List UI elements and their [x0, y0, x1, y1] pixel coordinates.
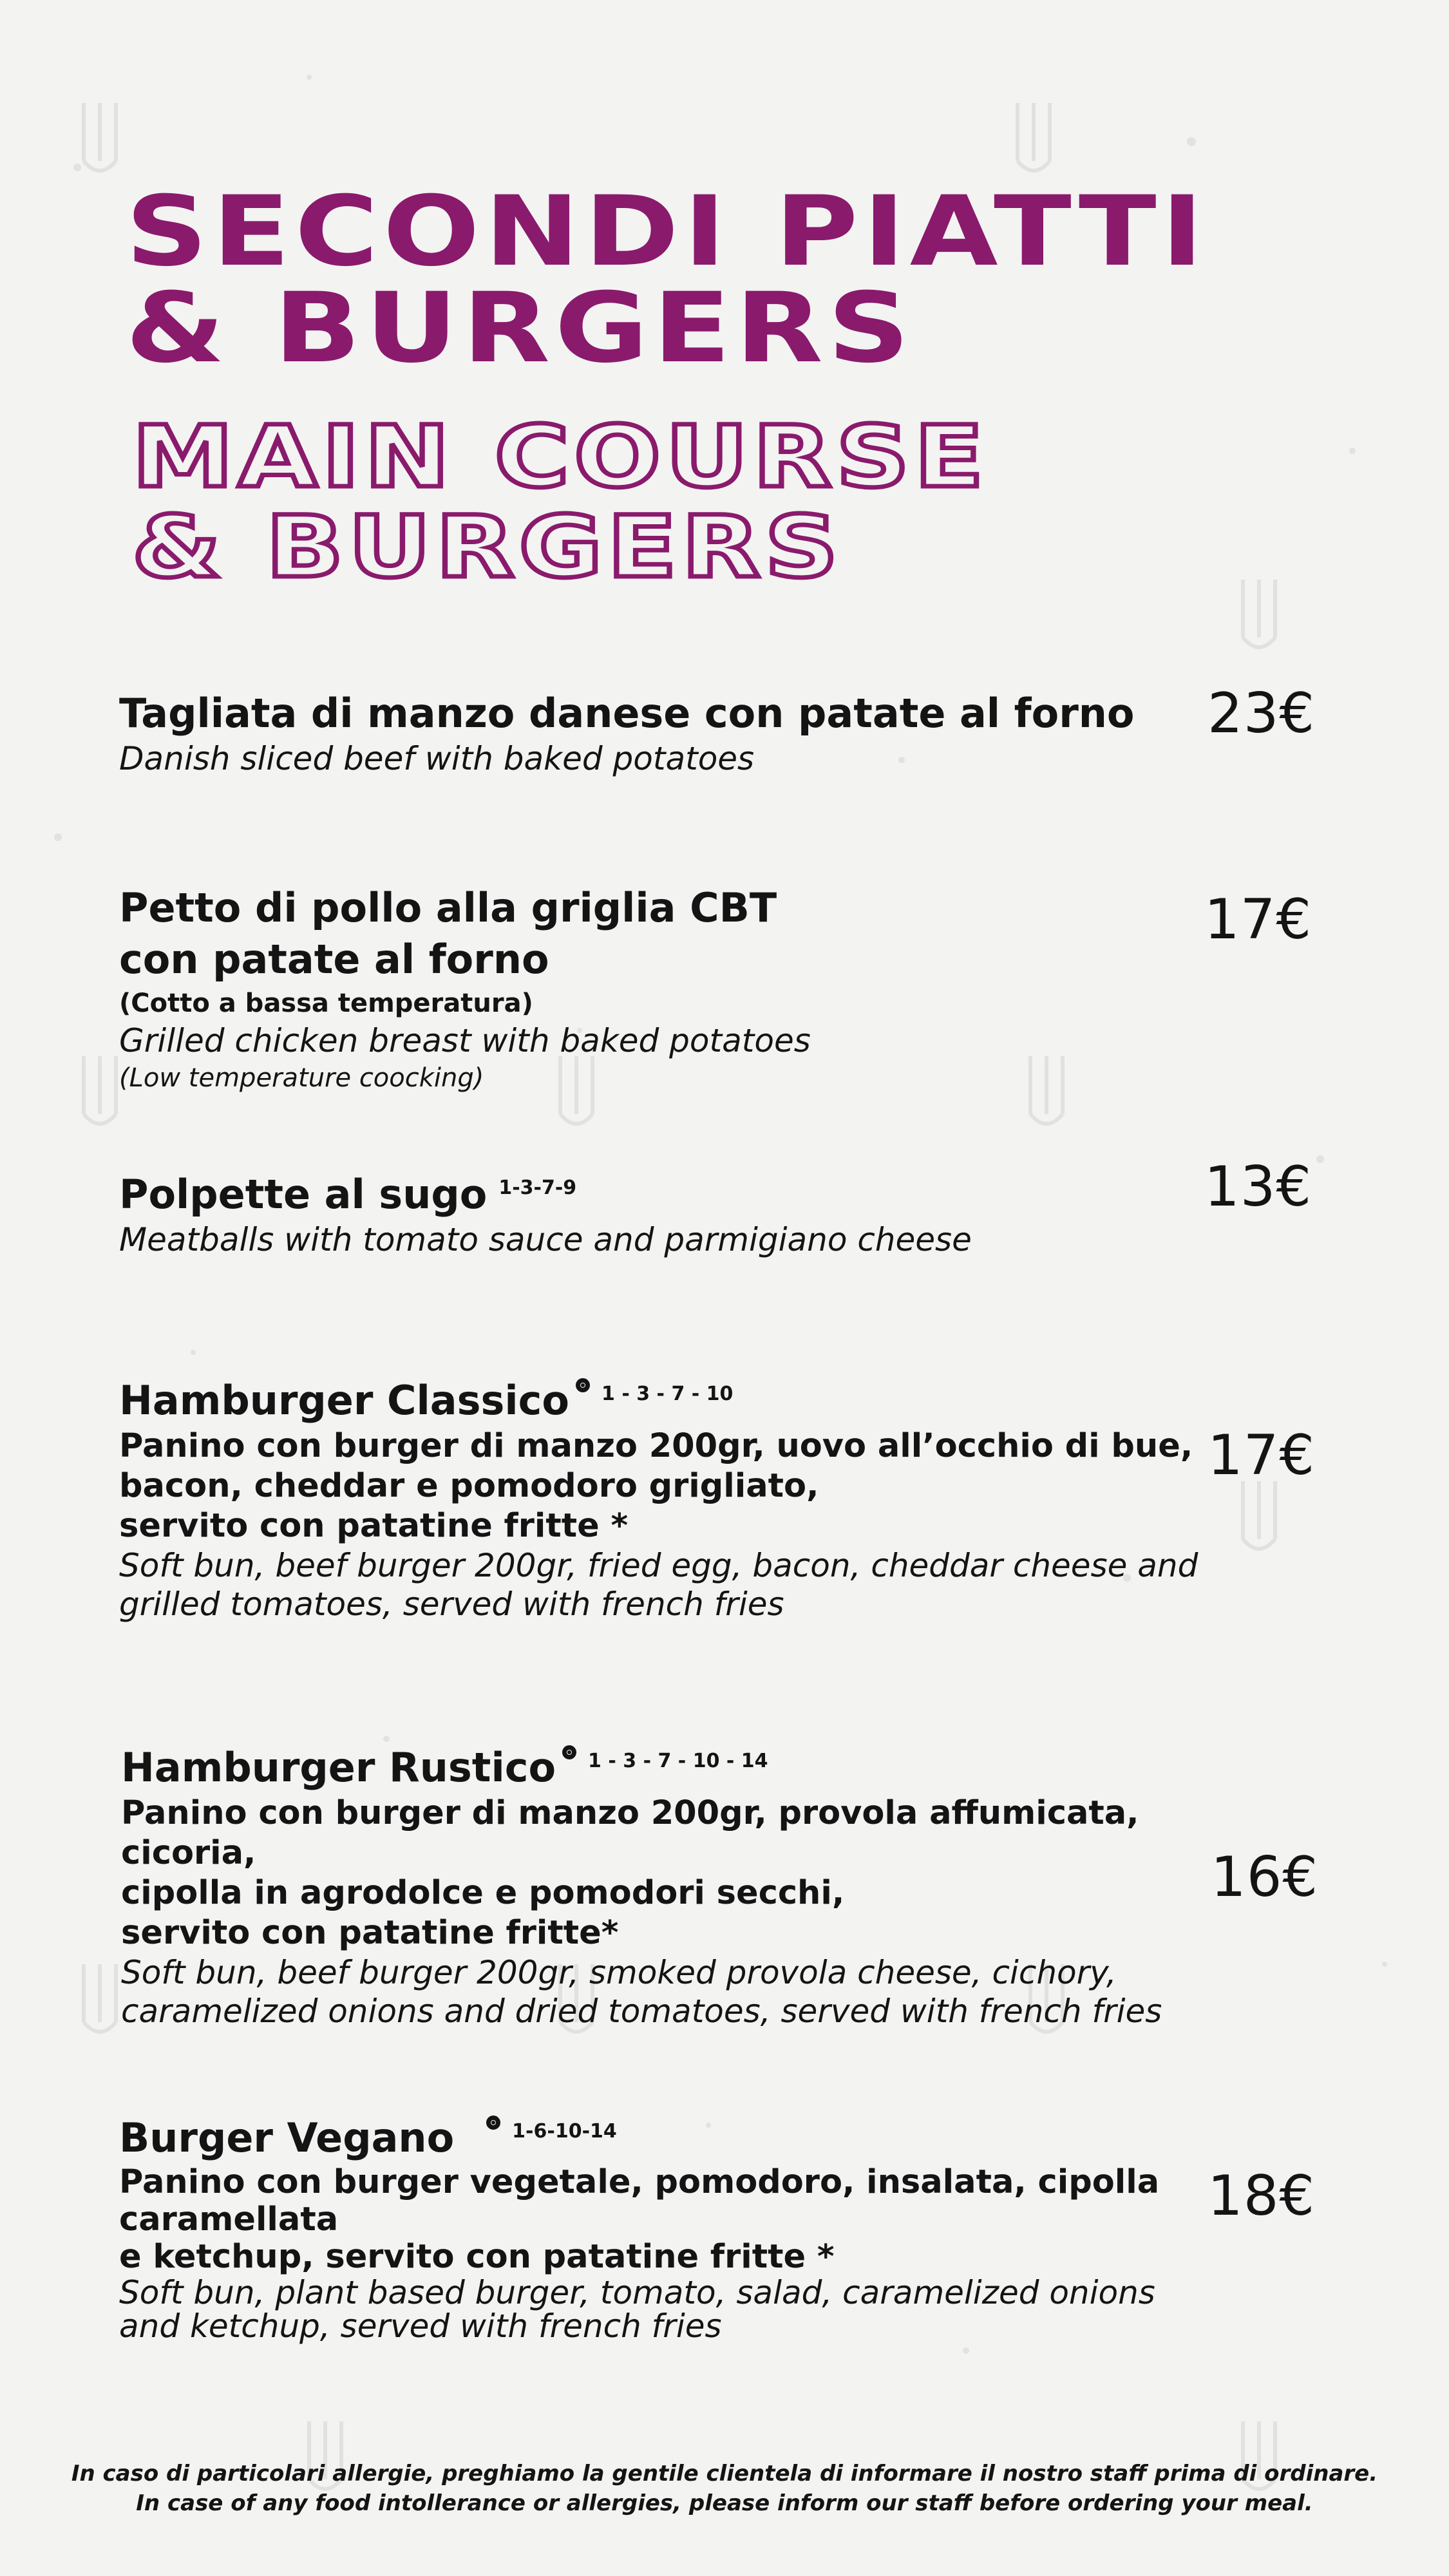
item-name-line2: con patate al forno: [119, 936, 549, 983]
item-price: 16€: [1211, 1845, 1319, 1909]
title-english-line2: & BURGERS: [132, 498, 843, 597]
allergen-codes: 1-3-7-9: [498, 1177, 577, 1199]
item-description-en: Meatballs with tomato sauce and parmigiano cheese: [119, 1221, 972, 1258]
allergy-notice: [64, 2459, 1385, 2518]
item-name: Polpette al sugo: [119, 1171, 488, 1218]
item-name: Burger Vegano: [119, 2114, 455, 2161]
menu-item-tagliata: [119, 688, 1201, 778]
spicy-dot-icon: [562, 1745, 576, 1759]
title-english-line1: MAIN COURSE: [132, 408, 989, 507]
item-name: Tagliata di manzo danese con patate al forno: [119, 690, 1135, 737]
spicy-dot-icon: [576, 1378, 590, 1392]
item-description-it-2: cipolla in agrodolce e pomodori secchi,: [121, 1874, 845, 1912]
item-name-line1: Petto di pollo alla griglia CBT: [119, 884, 777, 931]
allergen-codes: 1 - 3 - 7 - 10: [601, 1383, 734, 1405]
item-price: 18€: [1208, 2164, 1316, 2228]
item-description-en-2: caramelized onions and dried tomatoes, served with french fries: [121, 1993, 1162, 2030]
item-price: 23€: [1208, 681, 1316, 746]
menu-item-petto-di-pollo: [119, 882, 1201, 1096]
item-price: 13€: [1204, 1155, 1312, 1219]
item-note-en: (Low temperature coocking): [119, 1063, 484, 1093]
item-name: Hamburger Classico: [119, 1377, 570, 1424]
title-italian-line2: & BURGERS: [126, 272, 914, 384]
menu-item-burger-vegano: [119, 2106, 1201, 2343]
item-description-it-3: servito con patatine fritte *: [119, 1507, 629, 1545]
item-price: 17€: [1204, 887, 1312, 952]
item-description-en-1: Soft bun, beef burger 200gr, fried egg, bacon, cheddar cheese and: [119, 1547, 1198, 1584]
title-english: [132, 408, 989, 597]
menu-item-hamburger-rustico: [121, 1736, 1203, 2031]
allergen-codes: 1-6-10-14: [512, 2120, 617, 2143]
allergen-codes: 1 - 3 - 7 - 10 - 14: [588, 1750, 768, 1772]
item-description-it-1: Panino con burger di manzo 200gr, uovo all’occhio di bue,: [119, 1427, 1193, 1465]
item-description-en-1: Soft bun, beef burger 200gr, smoked provola cheese, cichory,: [121, 1954, 1117, 1991]
allergy-notice-en: In case of any food intollerance or allergies, please inform our staff before ordering your meal.: [136, 2490, 1313, 2516]
item-name: Hamburger Rustico: [121, 1744, 556, 1791]
item-description-en: Danish sliced beef with baked potatoes: [119, 740, 755, 777]
menu-item-polpette: [119, 1162, 1201, 1259]
spicy-dot-icon: [486, 2116, 500, 2130]
menu-item-hamburger-classico: [119, 1368, 1201, 1624]
item-description-it-2: e ketchup, servito con patatine fritte *: [119, 2238, 835, 2276]
item-description-it-1: Panino con burger vegetale, pomodoro, insalata, cipolla caramellata: [119, 2163, 1160, 2239]
item-description-it-3: servito con patatine fritte*: [121, 1914, 619, 1952]
item-description-en-2: grilled tomatoes, served with french fries: [119, 1586, 784, 1623]
item-description-en-2: and ketchup, served with french fries: [119, 2307, 722, 2345]
item-description-en: Grilled chicken breast with baked potatoes: [119, 1022, 811, 1059]
title-italian-line1: SECONDI PIATTI: [126, 176, 1208, 288]
item-note-it: (Cotto a bassa temperatura): [119, 989, 533, 1018]
item-description-en-1: Soft bun, plant based burger, tomato, salad, caramelized onions: [119, 2274, 1155, 2311]
item-price: 17€: [1208, 1423, 1316, 1488]
item-description-it-1: Panino con burger di manzo 200gr, provola affumicata, cicoria,: [121, 1794, 1139, 1872]
page-title: [126, 176, 1349, 384]
allergy-notice-it: In caso di particolari allergie, preghiamo la gentile clientela di informare il nostro staff prima di ordinare.: [71, 2461, 1378, 2486]
item-description-it-2: bacon, cheddar e pomodoro grigliato,: [119, 1467, 819, 1505]
